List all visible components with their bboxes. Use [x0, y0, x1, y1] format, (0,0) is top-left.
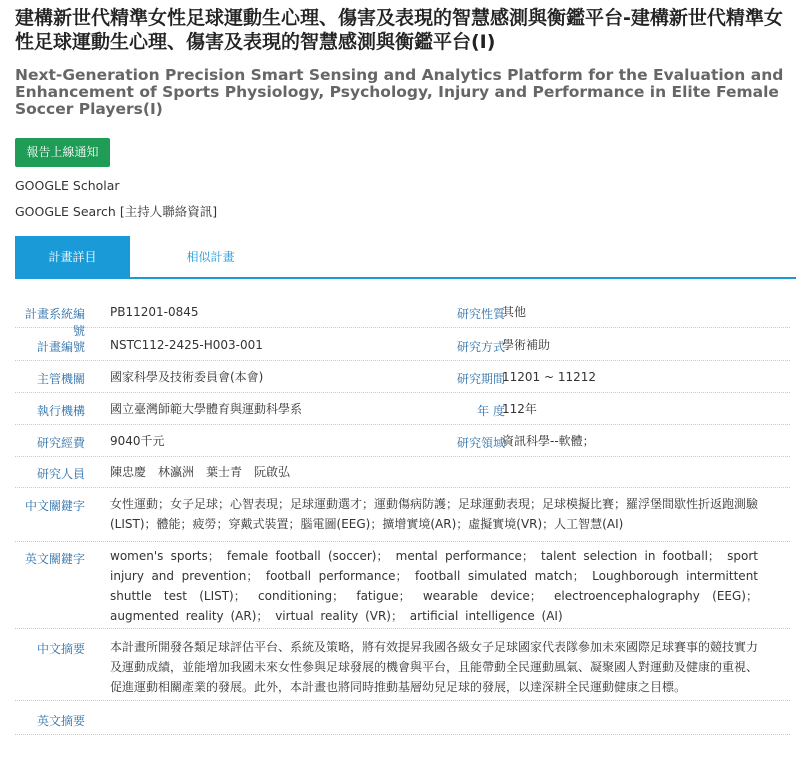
- value-period: 11201 ~ 11212: [502, 370, 597, 384]
- label-nature: 研究性質: [456, 307, 505, 321]
- label-abstract-en: 英文摘要: [36, 714, 85, 728]
- detail-row-researchers: [15, 460, 790, 488]
- label-system-no: 計畫系統編號: [24, 307, 85, 338]
- google-scholar-row: [15, 178, 120, 193]
- tab-project-details[interactable]: 計畫詳目: [15, 236, 130, 279]
- label-research-field: 研究領域: [456, 436, 505, 450]
- value-system-no: PB11201-0845: [110, 305, 199, 319]
- label-keywords-zh: 中文關鍵字: [24, 499, 85, 513]
- label-keywords-en: 英文關鍵字: [24, 552, 85, 566]
- value-keywords-zh: 女性運動；女子足球；心智表現；足球運動選才；運動傷病防護；足球運動表現；足球模擬比賽；羅浮堡間歇性折返跑測驗(LIST)；體能；疲勞；穿戴式裝置；腦電圖(EEG)；擴增實境(AR)；虛擬實境(VR)；人工智慧(AI): [110, 497, 759, 531]
- label-abstract-zh: 中文摘要: [36, 642, 85, 656]
- label-executor: 執行機構: [36, 404, 85, 418]
- detail-row-executor: [15, 397, 790, 425]
- page-title: 建構新世代精準女性足球運動生心理、傷害及表現的智慧感測與衡鑑平台-建構新世代精準女性足球運動生心理、傷害及表現的智慧感測與衡鑑平台(Ⅰ): [15, 7, 783, 53]
- value-research-field: 資訊科學--軟體；: [502, 434, 595, 448]
- value-abstract-zh: 本計畫所開發各類足球評估平台、系統及策略，將有效提昇我國各級女子足球國家代表隊參加未來國際足球賽事的競技實力及運動成績，並能增加我國未來女性參與足球發展的機會與平台，且能帶動全民運動風氣、凝聚國人對運動及健康的重視、促進運動相關產業的發展。此外，本計畫也將同時推動基層幼兒足球的發展，以達深耕全民運動健康之目標。: [110, 640, 759, 694]
- label-method: 研究方式: [456, 340, 505, 354]
- google-search-row: [15, 202, 217, 220]
- page-subtitle-en: Next-Generation Precision Smart Sensing and Analytics Platform for the Evaluation and Enhancement of Sports Physiology, Psychology, Injury and Performance in Elite Female Soccer Players(Ⅰ): [15, 66, 784, 118]
- label-agency: 主管機關: [36, 372, 85, 386]
- tab-similar-projects[interactable]: 相似計畫: [186, 250, 235, 264]
- value-executor: 國立臺灣師範大學體育與運動科學系: [110, 402, 303, 416]
- label-period: 研究期間: [456, 372, 505, 386]
- detail-row-project-no: [15, 333, 790, 361]
- label-researchers: 研究人員: [36, 467, 85, 481]
- google-search-link[interactable]: GOOGLE Search: [15, 204, 116, 219]
- label-project-no: 計畫編號: [36, 340, 85, 354]
- detail-row-abstract-en: [15, 705, 790, 735]
- detail-row-keywords-zh: [15, 492, 790, 542]
- detail-row-system-no: [15, 300, 790, 338]
- detail-row-funding: [15, 429, 790, 457]
- tab-bar: [15, 236, 796, 279]
- value-researchers: 陳忠慶 林瀛洲 葉士青 阮啟弘: [110, 465, 291, 479]
- value-method: 學術補助: [502, 338, 551, 352]
- label-year: 年 度: [477, 404, 505, 418]
- value-year: 112年: [502, 402, 537, 416]
- detail-row-agency: [15, 365, 790, 393]
- report-notify-button[interactable]: 報告上線通知: [15, 138, 110, 167]
- detail-row-keywords-en: [15, 545, 790, 629]
- value-project-no: NSTC112-2425-H003-001: [110, 338, 263, 352]
- pi-contact-link[interactable]: [主持人聯絡資訊]: [119, 204, 218, 219]
- label-funding: 研究經費: [36, 436, 85, 450]
- value-nature: 其他: [502, 305, 527, 319]
- detail-row-abstract-zh: [15, 633, 790, 701]
- google-scholar-link[interactable]: GOOGLE Scholar: [15, 178, 120, 193]
- value-funding: 9040千元: [110, 434, 165, 448]
- value-agency: 國家科學及技術委員會(本會): [110, 370, 264, 384]
- value-keywords-en: women's sports； female football (soccer)； mental performance； talent selection in football； sport injury and prevention； football performance； football simulated match； Loughborough intermittent shuttle test (LIST)； conditioning； fatigue； wearable device； electroencephalography (EEG)； augmented reality (AR)； virtual reality (VR)； artificial intelligence (AI): [110, 549, 758, 623]
